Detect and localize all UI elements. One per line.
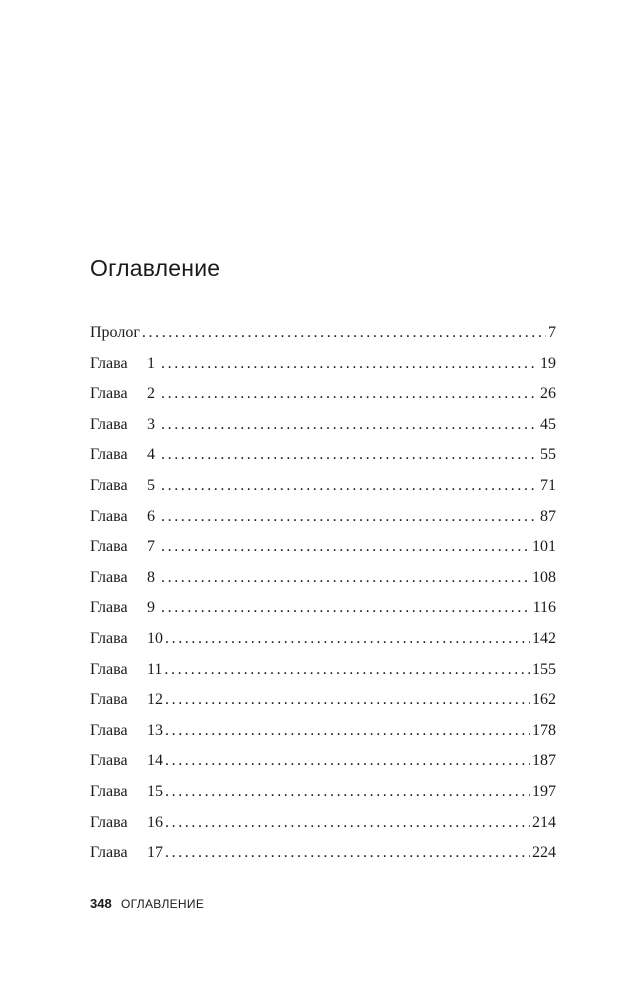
chapter-number: 13 xyxy=(147,721,163,739)
toc-entry-label xyxy=(90,746,163,777)
chapter-word: Глава xyxy=(90,415,128,433)
toc-entry-label xyxy=(90,777,163,808)
chapter-number: 17 xyxy=(147,844,163,862)
chapter-number: 4 xyxy=(147,446,155,464)
toc-entry-page: 162 xyxy=(532,691,556,709)
page-footer xyxy=(90,896,204,911)
chapter-word: Глава xyxy=(90,507,128,525)
toc-entry-label xyxy=(90,593,159,624)
toc-entry-chapter-4[interactable] xyxy=(90,440,556,471)
dot-leader xyxy=(165,777,530,808)
toc-entry-label xyxy=(90,410,159,441)
chapter-number: 12 xyxy=(147,691,163,709)
toc-entry-page: 101 xyxy=(532,538,556,556)
chapter-number: 14 xyxy=(147,752,163,770)
chapter-word: Глава xyxy=(90,752,128,770)
dot-leader xyxy=(165,624,530,655)
toc-entry-label xyxy=(90,349,159,380)
toc-entry-page: 214 xyxy=(532,813,556,831)
dot-leader xyxy=(165,716,530,747)
dot-leader xyxy=(161,563,530,594)
toc-entry-chapter-10[interactable] xyxy=(90,624,556,655)
chapter-word: Глава xyxy=(90,782,128,800)
dot-leader xyxy=(161,471,538,502)
dot-leader xyxy=(142,318,546,349)
toc-entry-chapter-9[interactable] xyxy=(90,593,556,624)
toc-entry-page: 187 xyxy=(532,752,556,770)
toc-entry-prologue[interactable] xyxy=(90,318,556,349)
toc-entry-page: 224 xyxy=(532,844,556,862)
toc-entry-label: Пролог xyxy=(90,324,140,341)
toc-entry-label xyxy=(90,563,159,594)
dot-leader xyxy=(165,838,530,869)
chapter-word: Глава xyxy=(90,568,128,586)
chapter-word: Глава xyxy=(90,385,128,403)
toc-entry-chapter-3[interactable] xyxy=(90,410,556,441)
chapter-number: 15 xyxy=(147,782,163,800)
toc-entry-page: 45 xyxy=(540,415,556,433)
toc-entry-page: 142 xyxy=(532,629,556,647)
chapter-number: 8 xyxy=(147,568,155,586)
table-of-contents xyxy=(90,318,556,869)
dot-leader xyxy=(165,685,530,716)
toc-entry-chapter-14[interactable] xyxy=(90,746,556,777)
chapter-word: Глава xyxy=(90,538,128,556)
toc-entry-label xyxy=(90,624,163,655)
toc-entry-chapter-2[interactable] xyxy=(90,379,556,410)
toc-entry-page: 19 xyxy=(540,354,556,372)
toc-entry-label xyxy=(90,440,159,471)
chapter-number: 1 xyxy=(147,354,155,372)
toc-entry-chapter-16[interactable] xyxy=(90,808,556,839)
toc-entry-page: 108 xyxy=(532,568,556,586)
chapter-number: 7 xyxy=(147,538,155,556)
dot-leader xyxy=(161,502,538,533)
toc-entry-label xyxy=(90,808,163,839)
toc-entry-page: 7 xyxy=(548,324,556,341)
toc-entry-page: 197 xyxy=(532,782,556,800)
chapter-number: 5 xyxy=(147,476,155,494)
chapter-word: Глава xyxy=(90,354,128,372)
chapter-number: 16 xyxy=(147,813,163,831)
chapter-number: 3 xyxy=(147,415,155,433)
toc-entry-page: 55 xyxy=(540,446,556,464)
chapter-word: Глава xyxy=(90,599,128,617)
footer-page-number: 348 xyxy=(90,896,112,911)
toc-entry-page: 178 xyxy=(532,721,556,739)
toc-entry-label xyxy=(90,655,162,686)
chapter-word: Глава xyxy=(90,476,128,494)
toc-entry-chapter-17[interactable] xyxy=(90,838,556,869)
toc-entry-page: 71 xyxy=(540,476,556,494)
chapter-number: 10 xyxy=(147,629,163,647)
toc-entry-label xyxy=(90,471,159,502)
toc-entry-page: 116 xyxy=(532,599,556,617)
toc-entry-chapter-1[interactable] xyxy=(90,349,556,380)
toc-entry-chapter-11[interactable] xyxy=(90,655,556,686)
toc-entry-page: 155 xyxy=(532,660,556,678)
chapter-word: Глава xyxy=(90,813,128,831)
chapter-word: Глава xyxy=(90,844,128,862)
toc-entry-chapter-5[interactable] xyxy=(90,471,556,502)
dot-leader xyxy=(165,808,530,839)
chapter-word: Глава xyxy=(90,721,128,739)
toc-entry-label xyxy=(90,532,159,563)
chapter-number: 9 xyxy=(147,599,155,617)
footer-running-title: ОГЛАВЛЕНИЕ xyxy=(121,897,205,911)
toc-entry-label xyxy=(90,502,159,533)
chapter-word: Глава xyxy=(90,629,128,647)
toc-entry-chapter-12[interactable] xyxy=(90,685,556,716)
toc-entry-label xyxy=(90,685,163,716)
dot-leader xyxy=(165,746,530,777)
dot-leader xyxy=(161,593,531,624)
page-title: Оглавление xyxy=(90,255,221,281)
toc-entry-label xyxy=(90,379,159,410)
chapter-number: 6 xyxy=(147,507,155,525)
toc-entry-label xyxy=(90,838,163,869)
chapter-number: 2 xyxy=(147,385,155,403)
chapter-word: Глава xyxy=(90,446,128,464)
toc-entry-chapter-7[interactable] xyxy=(90,532,556,563)
toc-entry-chapter-13[interactable] xyxy=(90,716,556,747)
toc-entry-chapter-15[interactable] xyxy=(90,777,556,808)
toc-entry-chapter-6[interactable] xyxy=(90,502,556,533)
toc-entry-chapter-8[interactable] xyxy=(90,563,556,594)
toc-entry-page: 26 xyxy=(540,385,556,403)
dot-leader xyxy=(161,349,538,380)
chapter-word: Глава xyxy=(90,691,128,709)
dot-leader xyxy=(161,532,530,563)
chapter-word: Глава xyxy=(90,660,128,678)
dot-leader xyxy=(161,410,538,441)
dot-leader xyxy=(161,379,538,410)
toc-entry-page: 87 xyxy=(540,507,556,525)
toc-entry-label xyxy=(90,716,163,747)
dot-leader xyxy=(161,440,538,471)
chapter-number: 11 xyxy=(147,660,163,678)
dot-leader xyxy=(164,655,530,686)
